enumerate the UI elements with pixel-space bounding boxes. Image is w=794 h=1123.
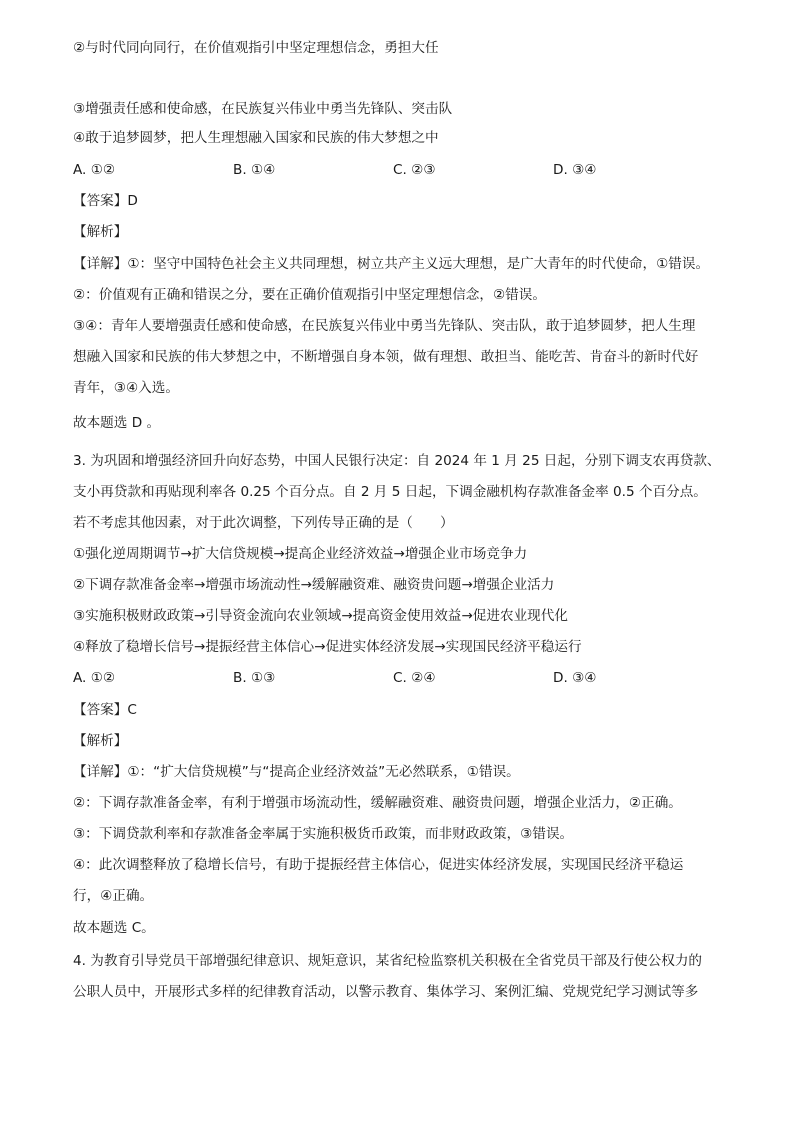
choice-line: ②与时代同向同行，在价值观指引中坚定理想信念，勇担大任 xyxy=(73,40,439,56)
choice-line: ③增强责任感和使命感，在民族复兴伟业中勇当先锋队、突击队 xyxy=(73,101,453,117)
choice-line: ④敢于追梦圆梦，把人生理想融入国家和民族的伟大梦想之中 xyxy=(73,130,439,146)
detail-line: ③④：青年人要增强责任感和使命感，在民族复兴伟业中勇当先锋队、突击队，敢于追梦圆梦，把人生理 xyxy=(73,318,696,334)
answer-label: 【答案】C xyxy=(73,702,137,718)
option-d: D. ③④ xyxy=(553,162,597,178)
option-b: B. ①③ xyxy=(233,670,276,686)
detail-line: 想融入国家和民族的伟大梦想之中，不断增强自身本领，做有理想、敢担当、能吃苦、肯奋斗的新时代好 xyxy=(73,349,699,365)
conclusion-line: 故本题选 D 。 xyxy=(73,415,161,431)
question-stem-line: 3. 为巩固和增强经济回升向好态势，中国人民银行决定：自 2024 年 1 月 25 日起，分别下调支农再贷款、 xyxy=(73,453,721,469)
option-d: D. ③④ xyxy=(553,670,597,686)
question-stem-line: 支小再贷款和再贴现利率各 0.25 个百分点。自 2 月 5 日起，下调金融机构存款准备金率 0.5 个百分点。 xyxy=(73,484,707,500)
analysis-heading: 【解析】 xyxy=(73,733,128,749)
detail-line: ④：此次调整释放了稳增长信号，有助于提振经营主体信心，促进实体经济发展，实现国民经济平稳运 xyxy=(73,857,684,873)
answer-options xyxy=(73,160,733,180)
choice-line: ②下调存款准备金率→增强市场流动性→缓解融资难、融资贵问题→增强企业活力 xyxy=(73,577,555,593)
question-stem-line: 4. 为教育引导党员干部增强纪律意识、规矩意识，某省纪检监察机关积极在全省党员干部及行使公权力的 xyxy=(73,953,703,969)
question-stem-line: 若不考虑其他因素，对于此次调整，下列传导正确的是（ ） xyxy=(73,515,454,531)
detail-line: ②：下调存款准备金率，有利于增强市场流动性，缓解融资难、融资贵问题，增强企业活力，②正确。 xyxy=(73,795,682,811)
question-stem-line: 公职人员中，开展形式多样的纪律教育活动，以警示教育、集体学习、案例汇编、党规党纪学习测试等多 xyxy=(73,984,699,1000)
detail-line: 行，④正确。 xyxy=(73,888,154,904)
option-a: A. ①② xyxy=(73,162,116,178)
choice-line: ①强化逆周期调节→扩大信贷规模→提高企业经济效益→增强企业市场竞争力 xyxy=(73,546,528,562)
detail-line: 青年，③④入选。 xyxy=(73,380,179,396)
detail-line: ③：下调贷款利率和存款准备金率属于实施积极货币政策，而非财政政策，③错误。 xyxy=(73,826,574,842)
conclusion-line: 故本题选 C。 xyxy=(73,920,155,936)
option-c: C. ②③ xyxy=(393,162,436,178)
choice-line: ④释放了稳增长信号→提振经营主体信心→促进实体经济发展→实现国民经济平稳运行 xyxy=(73,639,582,655)
answer-options xyxy=(73,668,733,688)
option-b: B. ①④ xyxy=(233,162,276,178)
choice-line: ③实施积极财政政策→引导资金流向农业领域→提高资金使用效益→促进农业现代化 xyxy=(73,608,568,624)
option-c: C. ②④ xyxy=(393,670,436,686)
option-a: A. ①② xyxy=(73,670,116,686)
detail-line: 【详解】①：坚守中国特色社会主义共同理想，树立共产主义远大理想，是广大青年的时代使命，①错误。 xyxy=(73,256,710,272)
analysis-heading: 【解析】 xyxy=(73,224,128,240)
detail-line: ②：价值观有正确和错误之分，要在正确价值观指引中坚定理想信念，②错误。 xyxy=(73,287,546,303)
detail-line: 【详解】①：“扩大信贷规模”与“提高企业经济效益”无必然联系，①错误。 xyxy=(73,764,520,780)
answer-label: 【答案】D xyxy=(73,193,138,209)
